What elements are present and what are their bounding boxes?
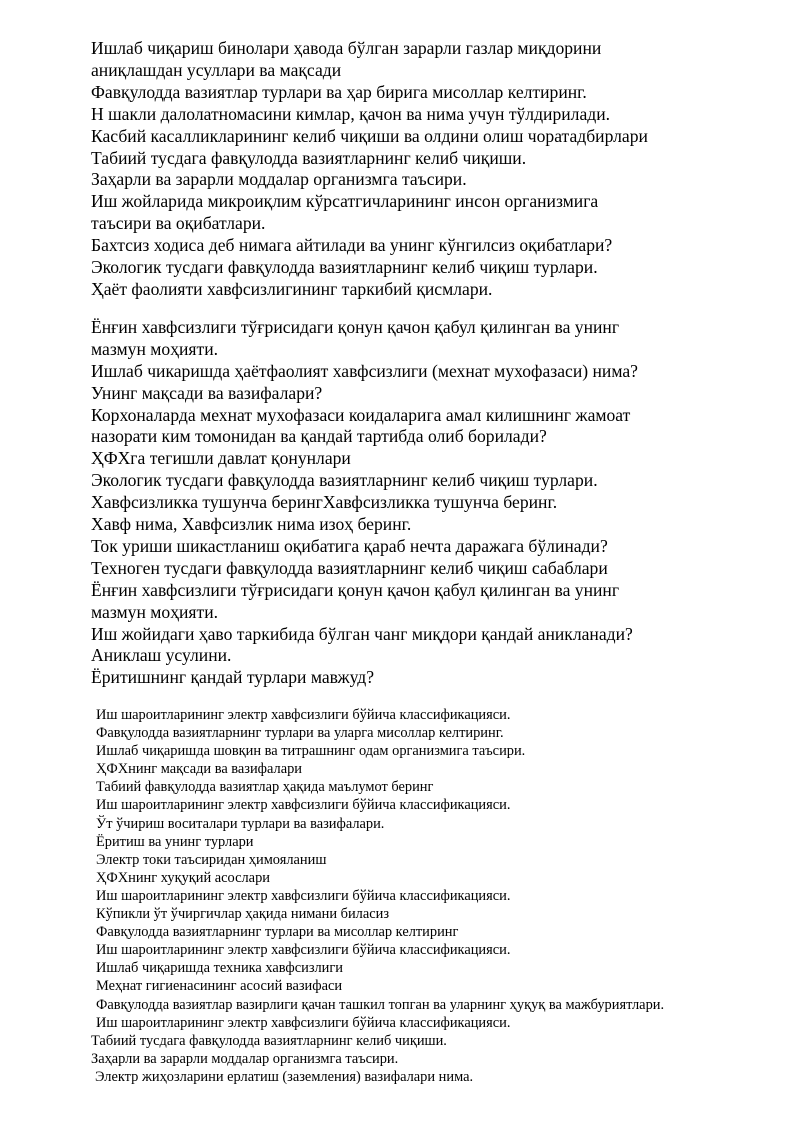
question-line: Унинг мақсади ва вазифалари?	[91, 382, 323, 403]
question-line: Иш шароитларининг электр хавфсизлиги бўйича классификацияси.	[96, 1014, 511, 1031]
question-line: Корхоналарда мехнат мухофазаси коидаларига амал килишнинг жамоат	[91, 404, 631, 425]
question-line: аниқлашдан усуллари ва мақсади	[91, 59, 342, 80]
question-line: Электр жиҳозларини ерлатиш (заземления) вазифалари нима.	[95, 1068, 474, 1085]
question-line: Фавқулодда вазиятлар турлари ва ҳар бирига мисоллар келтиринг.	[91, 81, 587, 102]
question-line: таъсири ва оқибатлари.	[91, 213, 266, 234]
question-line: Иш шароитларининг электр хавфсизлиги бўйича классификацияси.	[96, 797, 511, 814]
question-line: Табиий тусдага фавқулодда вазиятларнинг келиб чиқиши.	[91, 1032, 447, 1049]
question-line: Иш жойидаги ҳаво таркибида бўлган чанг миқдори қандай аникланади?	[91, 623, 633, 644]
question-line: Фавқулодда вазиятларнинг турлари ва уларга мисоллар келтиринг.	[96, 725, 504, 742]
question-line: Меҳнат гигиенасининг асосий вазифаси	[96, 978, 343, 995]
question-line: Хавфсизликка тушунча берингХавфсизликка тушунча беринг.	[91, 492, 558, 513]
question-line: Иш шароитларининг электр хавфсизлиги бўйича классификацияси.	[96, 887, 511, 904]
question-line: Электр токи таъсиридан ҳимояланиш	[96, 851, 327, 868]
question-line: Кўпикли ўт ўчиргичлар ҳақида нимани биласиз	[96, 906, 390, 923]
question-line: Ўт ўчириш воситалари турлари ва вазифалари.	[96, 815, 385, 832]
question-line: Заҳарли ва зарарли моддалар организмга таъсири.	[91, 1050, 399, 1067]
questions-list-secondary	[91, 706, 791, 1086]
question-line: мазмун моҳияти.	[91, 601, 219, 622]
question-line: Фавқулодда вазиятларнинг турлари ва мисоллар келтиринг	[96, 924, 459, 941]
question-line: Иш шароитларининг электр хавфсизлиги бўйича классификацияси.	[96, 707, 511, 723]
question-line: Экологик тусдаги фавқулодда вазиятларнинг келиб чиқиш турлари.	[91, 470, 598, 491]
question-line: Экологик тусдаги фавқулодда вазиятларнинг келиб чиқиш турлари.	[91, 257, 598, 278]
question-line: Аниклаш усулини.	[91, 645, 232, 666]
question-line: Ишлаб чикаришда ҳаётфаолият хавфсизлиги (мехнат мухофазаси) нима?	[91, 360, 638, 381]
question-line: Касбий касалликларининг келиб чиқиши ва олдини олиш чоратадбирлари	[91, 125, 648, 146]
question-line: Ишлаб чиқаришда шовқин ва титрашнинг одам организмига таъсири.	[96, 743, 526, 760]
questions-list-main	[91, 38, 781, 689]
question-line: Ёритиш ва унинг турлари	[96, 833, 254, 850]
question-line: Ёнғин хавфсизлиги тўғрисидаги қонун қачон қабул қилинган ва унинг	[91, 316, 620, 337]
question-line: Иш жойларида микроиқлим кўрсатгичларининг инсон организмига	[91, 191, 599, 212]
question-line: ҲФХга тегишли давлат қонунлари	[91, 448, 351, 469]
question-line: Ишлаб чиқаришда техника хавфсизлиги	[96, 960, 343, 977]
question-line: Иш шароитларининг электр хавфсизлиги бўйича классификацияси.	[96, 942, 511, 959]
question-line: назорати ким томонидан ва қандай тартибда олиб борилади?	[91, 426, 547, 447]
question-line: Фавқулодда вазиятлар вазирлиги қачан ташкил топган ва уларнинг ҳуқуқ ва мажбуриятлари.	[96, 996, 665, 1013]
question-line: ҲФХнинг хуқуқий асослари	[96, 869, 270, 886]
question-line: мазмун моҳияти.	[91, 338, 219, 359]
question-line: Табиий фавқулодда вазиятлар ҳақида маълумот беринг	[96, 779, 434, 796]
question-line: Ёритишнинг қандай турлари мавжуд?	[91, 667, 375, 688]
question-line: Н шакли далолатномасини кимлар, қачон ва нима учун тўлдирилади.	[91, 103, 611, 124]
question-line: ҲФХнинг мақсади ва вазифалари	[96, 761, 302, 778]
question-line: Ҳаёт фаолияти хавфсизлигининг таркибий қисмлари.	[91, 278, 493, 299]
question-line: Техноген тусдаги фавқулодда вазиятларнинг келиб чиқиш сабаблари	[91, 557, 608, 578]
question-line: Хавф нима, Хавфсизлик нима изоҳ беринг.	[91, 514, 412, 535]
question-line: Ток уриши шикастланиш оқибатига қараб нечта даражага бўлинади?	[91, 535, 608, 556]
question-line: Ёнғин хавфсизлиги тўғрисидаги қонун қачон қабул қилинган ва унинг	[91, 579, 620, 600]
question-line: Табиий тусдага фавқулодда вазиятларнинг келиб чиқиши.	[91, 147, 527, 168]
question-line: Ишлаб чиқариш бинолари ҳавода бўлган зарарли газлар миқдорини	[91, 38, 602, 58]
paragraph-gap	[91, 301, 781, 317]
question-line: Заҳарли ва зарарли моддалар организмга таъсири.	[91, 169, 467, 190]
question-line: Бахтсиз ходиса деб нимага айтилади ва унинг кўнгилсиз оқибатлари?	[91, 235, 613, 256]
